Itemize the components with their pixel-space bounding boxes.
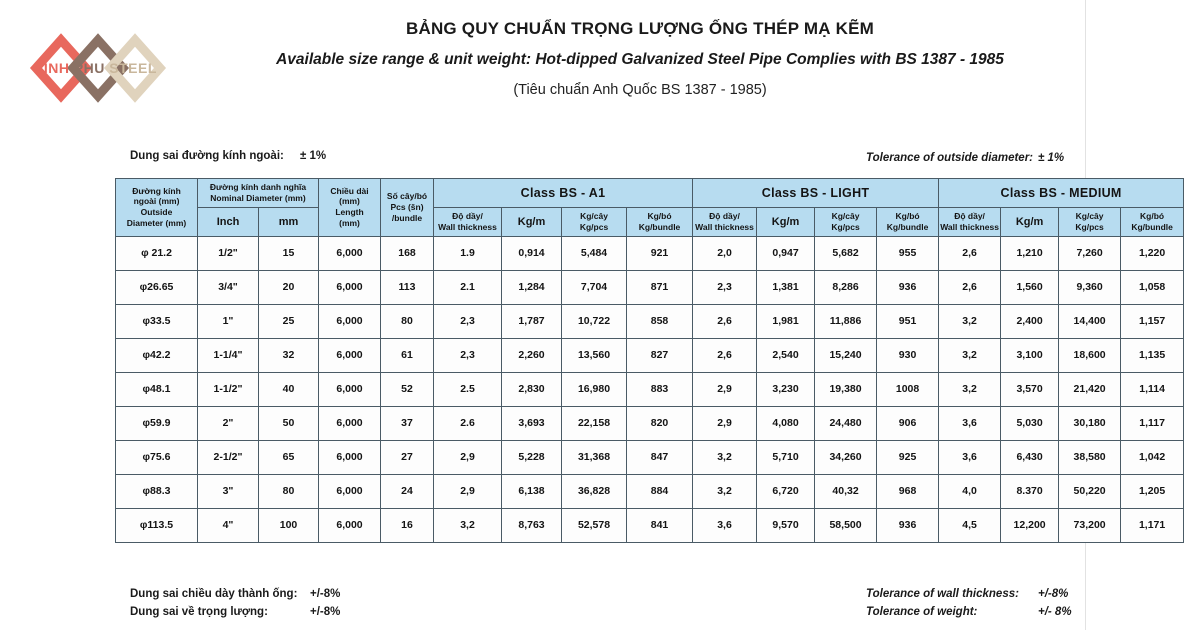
company-logo [28, 22, 178, 114]
cell-mm: 20 [259, 270, 319, 304]
note-line [130, 604, 340, 622]
cell-a1-kgpcs: 36,828 [562, 474, 627, 508]
th-light-kg-per-m: Kg/m [757, 207, 815, 236]
cell-length: 6,000 [319, 508, 381, 542]
page-title: BẢNG QUY CHUẨN TRỌNG LƯỢNG ỐNG THÉP MẠ KẼM [406, 19, 874, 38]
th-medium-kg-per-bundle [1121, 207, 1184, 236]
cell-inch: 2" [198, 406, 259, 440]
th-line: /bundle [391, 212, 423, 223]
note-value: +/-8% [310, 588, 341, 600]
cell-light-kgm: 0,947 [757, 236, 815, 270]
cell-od: φ48.1 [116, 372, 198, 406]
cell-medium-wall: 2,6 [939, 236, 1001, 270]
cell-a1-kgbundle: 858 [627, 304, 693, 338]
table-row [116, 406, 1184, 440]
cell-light-kgpcs: 19,380 [815, 372, 877, 406]
cell-pcs: 24 [381, 474, 434, 508]
th-line: Kg/cây [1075, 210, 1104, 221]
th-nominal-mm: mm [259, 207, 319, 236]
th-line: Diameter (mm) [126, 218, 187, 229]
th-a1-kg-per-m: Kg/m [502, 207, 562, 236]
cell-a1-kgm: 6,138 [502, 474, 562, 508]
cell-length: 6,000 [319, 236, 381, 270]
cell-length: 6,000 [319, 474, 381, 508]
cell-medium-kgbundle: 1,042 [1121, 440, 1184, 474]
spec-table-container [115, 178, 1173, 543]
cell-light-wall: 2,3 [693, 270, 757, 304]
note-tolerance-outside-diameter-en [866, 150, 1064, 168]
th-line: Kg/bundle [638, 221, 681, 232]
cell-medium-kgpcs: 38,580 [1059, 440, 1121, 474]
th-line: Kg/pcs [1075, 221, 1104, 232]
cell-medium-kgpcs: 21,420 [1059, 372, 1121, 406]
note-line [866, 604, 1072, 622]
cell-light-kgbundle: 1008 [877, 372, 939, 406]
cell-medium-kgm: 2,400 [1001, 304, 1059, 338]
cell-inch: 1-1/4" [198, 338, 259, 372]
cell-pcs: 37 [381, 406, 434, 440]
cell-medium-kgbundle: 1,058 [1121, 270, 1184, 304]
th-line: Đường kính danh nghĩa [209, 182, 307, 192]
th-line: Độ dầy/ [452, 210, 483, 221]
note-label: Tolerance of weight: [866, 605, 978, 618]
cell-a1-kgpcs: 22,158 [562, 406, 627, 440]
cell-medium-wall: 3,2 [939, 338, 1001, 372]
cell-od: φ75.6 [116, 440, 198, 474]
th-medium-kg-per-pcs [1059, 207, 1121, 236]
th-line: ngoài (mm) [133, 196, 180, 207]
table-row [116, 474, 1184, 508]
cell-medium-kgpcs: 50,220 [1059, 474, 1121, 508]
cell-a1-kgbundle: 883 [627, 372, 693, 406]
cell-medium-wall: 4,0 [939, 474, 1001, 508]
cell-a1-kgbundle: 847 [627, 440, 693, 474]
th-outside-diameter [116, 179, 198, 237]
cell-light-kgbundle: 906 [877, 406, 939, 440]
cell-medium-kgpcs: 14,400 [1059, 304, 1121, 338]
cell-a1-kgpcs: 52,578 [562, 508, 627, 542]
cell-light-kgm: 2,540 [757, 338, 815, 372]
title-block [180, 18, 1100, 100]
cell-a1-kgbundle: 871 [627, 270, 693, 304]
cell-a1-wall: 2,3 [434, 304, 502, 338]
cell-a1-kgm: 0,914 [502, 236, 562, 270]
cell-medium-kgm: 5,030 [1001, 406, 1059, 440]
cell-a1-kgm: 1,787 [502, 304, 562, 338]
cell-medium-kgbundle: 1,157 [1121, 304, 1184, 338]
cell-inch: 1-1/2" [198, 372, 259, 406]
cell-inch: 3/4" [198, 270, 259, 304]
cell-light-wall: 2,9 [693, 406, 757, 440]
th-line: Kg/pcs [579, 221, 609, 232]
th-line: (mm) [339, 218, 360, 229]
th-line: Wall thickness [438, 221, 497, 232]
note-tolerance-outside-diameter-vn [130, 148, 326, 166]
cell-a1-wall: 3,2 [434, 508, 502, 542]
logo-wordmark: VINH PHU STEEL [34, 60, 157, 76]
cell-a1-kgpcs: 10,722 [562, 304, 627, 338]
th-line: Kg/bó [895, 210, 920, 221]
table-row [116, 338, 1184, 372]
cell-a1-kgm: 2,830 [502, 372, 562, 406]
th-light-kg-per-bundle [877, 207, 939, 236]
cell-light-kgpcs: 11,886 [815, 304, 877, 338]
cell-light-wall: 2,6 [693, 304, 757, 338]
cell-a1-kgpcs: 5,484 [562, 236, 627, 270]
cell-light-kgm: 3,230 [757, 372, 815, 406]
th-a1-kg-per-bundle [627, 207, 693, 236]
cell-light-wall: 2,0 [693, 236, 757, 270]
table-row [116, 304, 1184, 338]
cell-medium-kgbundle: 1,114 [1121, 372, 1184, 406]
cell-a1-wall: 2.1 [434, 270, 502, 304]
cell-length: 6,000 [319, 304, 381, 338]
cell-mm: 50 [259, 406, 319, 440]
cell-light-kgm: 6,720 [757, 474, 815, 508]
cell-light-wall: 3,2 [693, 440, 757, 474]
cell-medium-wall: 3,6 [939, 440, 1001, 474]
cell-medium-kgbundle: 1,205 [1121, 474, 1184, 508]
cell-od: φ 21.2 [116, 236, 198, 270]
cell-length: 6,000 [319, 406, 381, 440]
note-value: ± 1% [1038, 152, 1065, 164]
cell-light-wall: 2,6 [693, 338, 757, 372]
table-header-row-1 [116, 179, 1184, 208]
cell-a1-wall: 2,9 [434, 474, 502, 508]
cell-length: 6,000 [319, 270, 381, 304]
cell-pcs: 80 [381, 304, 434, 338]
cell-inch: 1" [198, 304, 259, 338]
cell-medium-kgm: 1,210 [1001, 236, 1059, 270]
note-value: +/- 8% [1038, 605, 1072, 618]
cell-a1-wall: 2.5 [434, 372, 502, 406]
th-line: Số cây/bó [386, 190, 428, 201]
note-value: ± 1% [300, 150, 327, 162]
note-label: Dung sai đường kính ngoài: [130, 150, 284, 162]
cell-pcs: 27 [381, 440, 434, 474]
th-line: Wall thickness [695, 221, 754, 232]
cell-a1-kgm: 8,763 [502, 508, 562, 542]
cell-medium-wall: 2,6 [939, 270, 1001, 304]
cell-light-kgm: 9,570 [757, 508, 815, 542]
cell-light-kgbundle: 925 [877, 440, 939, 474]
cell-a1-kgm: 5,228 [502, 440, 562, 474]
cell-pcs: 16 [381, 508, 434, 542]
th-line: Kg/cây [580, 210, 608, 221]
cell-a1-kgm: 1,284 [502, 270, 562, 304]
cell-od: φ88.3 [116, 474, 198, 508]
cell-mm: 15 [259, 236, 319, 270]
cell-medium-wall: 3,2 [939, 372, 1001, 406]
cell-medium-kgbundle: 1,117 [1121, 406, 1184, 440]
th-line: Kg/bó [647, 210, 672, 221]
cell-inch: 2-1/2" [198, 440, 259, 474]
cell-inch: 4" [198, 508, 259, 542]
cell-light-kgbundle: 955 [877, 236, 939, 270]
note-label: Tolerance of outside diameter: [866, 152, 1033, 164]
th-class-medium: Class BS - MEDIUM [939, 179, 1184, 208]
cell-a1-kgbundle: 921 [627, 236, 693, 270]
cell-a1-kgbundle: 820 [627, 406, 693, 440]
cell-light-kgm: 1,381 [757, 270, 815, 304]
th-line: Outside [140, 207, 173, 218]
th-line: Wall thickness [940, 221, 999, 232]
table-row [116, 270, 1184, 304]
cell-a1-kgpcs: 31,368 [562, 440, 627, 474]
th-line: Độ dầy/ [709, 210, 740, 221]
cell-medium-kgm: 3,570 [1001, 372, 1059, 406]
th-length [319, 179, 381, 237]
th-pcs-per-bundle [381, 179, 434, 237]
cell-od: φ33.5 [116, 304, 198, 338]
th-class-light: Class BS - LIGHT [693, 179, 939, 208]
cell-pcs: 168 [381, 236, 434, 270]
table-row [116, 508, 1184, 542]
cell-medium-kgpcs: 18,600 [1059, 338, 1121, 372]
note-value: +/-8% [310, 605, 341, 618]
cell-mm: 32 [259, 338, 319, 372]
cell-medium-kgm: 8.370 [1001, 474, 1059, 508]
cell-light-kgm: 4,080 [757, 406, 815, 440]
cell-light-kgm: 5,710 [757, 440, 815, 474]
cell-medium-kgbundle: 1,171 [1121, 508, 1184, 542]
cell-light-kgm: 1,981 [757, 304, 815, 338]
cell-a1-kgbundle: 827 [627, 338, 693, 372]
th-line: Length [335, 207, 364, 218]
cell-length: 6,000 [319, 338, 381, 372]
cell-medium-kgpcs: 73,200 [1059, 508, 1121, 542]
cell-medium-kgbundle: 1,135 [1121, 338, 1184, 372]
cell-pcs: 113 [381, 270, 434, 304]
table-head [116, 179, 1184, 237]
cell-medium-kgm: 3,100 [1001, 338, 1059, 372]
cell-light-kgpcs: 40,32 [815, 474, 877, 508]
cell-od: φ42.2 [116, 338, 198, 372]
cell-a1-wall: 2.6 [434, 406, 502, 440]
cell-mm: 25 [259, 304, 319, 338]
cell-mm: 100 [259, 508, 319, 542]
cell-inch: 3" [198, 474, 259, 508]
th-line: Kg/bó [1140, 210, 1165, 221]
cell-a1-kgm: 3,693 [502, 406, 562, 440]
th-nominal-inch: Inch [198, 207, 259, 236]
cell-length: 6,000 [319, 372, 381, 406]
cell-mm: 40 [259, 372, 319, 406]
th-line: Kg/bundle [886, 221, 929, 232]
th-line: Chiều dài [330, 185, 369, 196]
th-light-kg-per-pcs [815, 207, 877, 236]
th-line: Pcs (šn) [390, 201, 424, 212]
cell-inch: 1/2" [198, 236, 259, 270]
th-line: Độ dầy/ [954, 210, 985, 221]
th-medium-wall-thickness [939, 207, 1001, 236]
cell-light-kgpcs: 8,286 [815, 270, 877, 304]
th-line: Nominal Diameter (mm) [210, 192, 306, 203]
cell-mm: 80 [259, 474, 319, 508]
cell-light-kgpcs: 5,682 [815, 236, 877, 270]
note-tolerances-vn [130, 586, 340, 622]
th-line: Kg/bundle [1131, 221, 1173, 232]
cell-medium-kgm: 1,560 [1001, 270, 1059, 304]
cell-a1-wall: 2,3 [434, 338, 502, 372]
cell-medium-wall: 3,2 [939, 304, 1001, 338]
cell-light-kgpcs: 15,240 [815, 338, 877, 372]
table-body [116, 236, 1184, 542]
note-label: Dung sai về trọng lượng: [130, 605, 268, 618]
cell-medium-kgm: 12,200 [1001, 508, 1059, 542]
cell-light-kgpcs: 58,500 [815, 508, 877, 542]
cell-light-wall: 2,9 [693, 372, 757, 406]
cell-medium-kgpcs: 7,260 [1059, 236, 1121, 270]
cell-medium-kgbundle: 1,220 [1121, 236, 1184, 270]
note-label: Dung sai chiều dày thành ống: [130, 588, 298, 600]
cell-a1-kgm: 2,260 [502, 338, 562, 372]
th-light-wall-thickness [693, 207, 757, 236]
cell-light-kgpcs: 24,480 [815, 406, 877, 440]
cell-a1-kgpcs: 16,980 [562, 372, 627, 406]
cell-a1-kgbundle: 884 [627, 474, 693, 508]
cell-pcs: 52 [381, 372, 434, 406]
cell-a1-kgbundle: 841 [627, 508, 693, 542]
table-row [116, 440, 1184, 474]
note-label: Tolerance of wall thickness: [866, 588, 1019, 600]
cell-od: φ113.5 [116, 508, 198, 542]
table-row [116, 372, 1184, 406]
note-value: +/-8% [1038, 588, 1069, 600]
cell-medium-kgpcs: 9,360 [1059, 270, 1121, 304]
th-line: Kg/pcs [831, 221, 860, 232]
cell-light-kgbundle: 951 [877, 304, 939, 338]
table-header-row-2 [116, 207, 1184, 236]
cell-a1-wall: 1.9 [434, 236, 502, 270]
cell-light-kgbundle: 936 [877, 270, 939, 304]
cell-medium-wall: 3,6 [939, 406, 1001, 440]
cell-a1-kgpcs: 7,704 [562, 270, 627, 304]
th-line: Kg/cây [831, 210, 860, 221]
cell-light-kgpcs: 34,260 [815, 440, 877, 474]
th-line: (mm) [339, 196, 360, 207]
note-line [866, 586, 1072, 604]
cell-medium-kgm: 6,430 [1001, 440, 1059, 474]
cell-light-wall: 3,2 [693, 474, 757, 508]
note-line [130, 586, 340, 604]
cell-light-kgbundle: 930 [877, 338, 939, 372]
cell-od: φ26.65 [116, 270, 198, 304]
cell-medium-kgpcs: 30,180 [1059, 406, 1121, 440]
cell-a1-wall: 2,9 [434, 440, 502, 474]
th-class-a1: Class BS - A1 [434, 179, 693, 208]
pipe-spec-table [115, 178, 1184, 543]
cell-light-wall: 3,6 [693, 508, 757, 542]
th-line: Đường kính [132, 185, 181, 196]
page-standard-note: (Tiêu chuẩn Anh Quốc BS 1387 - 1985) [513, 81, 767, 98]
th-nominal-diameter [198, 179, 319, 208]
th-a1-wall-thickness [434, 207, 502, 236]
cell-mm: 65 [259, 440, 319, 474]
cell-a1-kgpcs: 13,560 [562, 338, 627, 372]
th-medium-kg-per-m: Kg/m [1001, 207, 1059, 236]
cell-length: 6,000 [319, 440, 381, 474]
cell-pcs: 61 [381, 338, 434, 372]
cell-light-kgbundle: 936 [877, 508, 939, 542]
cell-od: φ59.9 [116, 406, 198, 440]
page-subtitle: Available size range & unit weight: Hot-dipped Galvanized Steel Pipe Complies with BS 1387 - 1985 [276, 50, 1004, 68]
note-tolerances-en [866, 586, 1072, 622]
cell-medium-wall: 4,5 [939, 508, 1001, 542]
table-row [116, 236, 1184, 270]
th-a1-kg-per-pcs [562, 207, 627, 236]
cell-light-kgbundle: 968 [877, 474, 939, 508]
